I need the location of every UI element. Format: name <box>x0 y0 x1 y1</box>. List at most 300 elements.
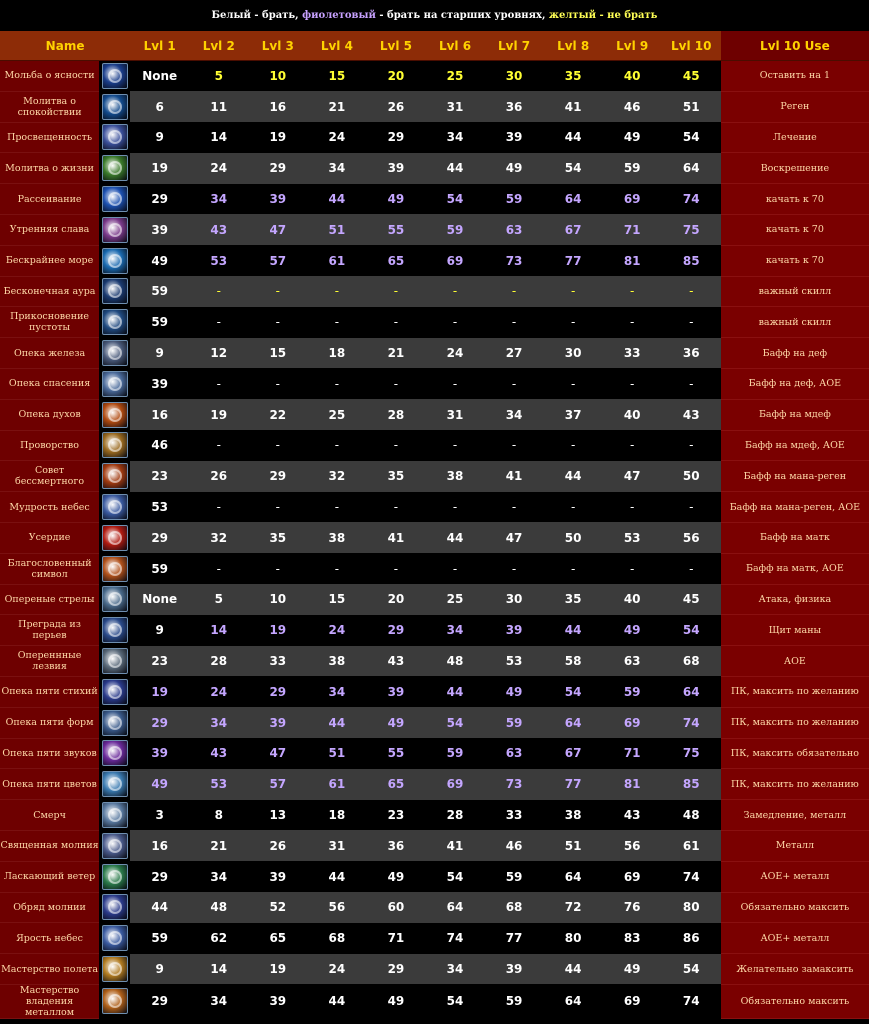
level-1-value: 23 <box>130 461 189 492</box>
level-5-value: 29 <box>366 122 425 153</box>
level-4-value: 32 <box>307 461 366 492</box>
yin-yang-icon <box>102 309 128 335</box>
level-2-value: - <box>189 430 248 461</box>
level-6-value: 34 <box>425 615 484 646</box>
level-5-value: 39 <box>366 153 425 184</box>
level-3-value: 47 <box>248 214 307 245</box>
level-9-value: 81 <box>603 769 662 800</box>
level-7-value: 59 <box>485 984 544 1018</box>
level-7-value: 30 <box>485 584 544 615</box>
level-1-value: 49 <box>130 245 189 276</box>
level-5-value: 36 <box>366 830 425 861</box>
feather-arrow-icon <box>102 586 128 612</box>
level-7-value: - <box>485 430 544 461</box>
iron-shield-icon <box>102 340 128 366</box>
skill-name: Опека спасения <box>0 368 99 399</box>
level-7-value: - <box>485 307 544 338</box>
level-8-value: 77 <box>544 245 603 276</box>
level-9-value: 81 <box>603 245 662 276</box>
level-1-value: 29 <box>130 184 189 215</box>
level-8-value: 30 <box>544 338 603 369</box>
level-6-value: 74 <box>425 923 484 954</box>
level-1-value: 39 <box>130 214 189 245</box>
level-7-value: 49 <box>485 153 544 184</box>
level-7-value: 68 <box>485 892 544 923</box>
level-1-value: 19 <box>130 676 189 707</box>
level-4-value: 24 <box>307 122 366 153</box>
level-5-value: 65 <box>366 769 425 800</box>
skill-icon-cell <box>99 954 130 985</box>
level-2-value: 34 <box>189 984 248 1018</box>
skill-icon-cell <box>99 830 130 861</box>
level-10-use: АОЕ <box>721 646 869 677</box>
skill-icon-cell <box>99 800 130 831</box>
skill-icon-cell <box>99 984 130 1018</box>
level-3-value: 39 <box>248 184 307 215</box>
level-10-use: Бафф на мдеф, АОЕ <box>721 430 869 461</box>
level-10-use: АОЕ+ металл <box>721 861 869 892</box>
level-9-value: 49 <box>603 954 662 985</box>
color-burst-icon <box>102 771 128 797</box>
level-8-value: 64 <box>544 861 603 892</box>
level-1-value: 9 <box>130 338 189 369</box>
level-8-value: 67 <box>544 738 603 769</box>
level-10-value: 45 <box>662 61 721 92</box>
skill-row <box>0 307 869 338</box>
level-1-value: 9 <box>130 615 189 646</box>
level-3-value: 16 <box>248 91 307 122</box>
level-4-value: - <box>307 276 366 307</box>
skill-name: Преграда из перьев <box>0 615 99 646</box>
level-6-value: 31 <box>425 91 484 122</box>
level-5-value: 35 <box>366 461 425 492</box>
level-3-value: 19 <box>248 122 307 153</box>
level-9-value: 56 <box>603 830 662 861</box>
level-7-value: 39 <box>485 954 544 985</box>
skill-icon-cell <box>99 492 130 523</box>
level-10-use: Оставить на 1 <box>721 61 869 92</box>
skill-icon-cell <box>99 307 130 338</box>
level-8-value: - <box>544 492 603 523</box>
skill-icon-cell <box>99 707 130 738</box>
level-9-value: 33 <box>603 338 662 369</box>
level-2-value: 21 <box>189 830 248 861</box>
level-10-value: 51 <box>662 91 721 122</box>
level-1-value: 29 <box>130 861 189 892</box>
skill-icon-cell <box>99 276 130 307</box>
level-4-value: 44 <box>307 184 366 215</box>
level-10-use: Замедление, металл <box>721 800 869 831</box>
skill-row <box>0 153 869 184</box>
level-5-value: 28 <box>366 399 425 430</box>
level-9-value: - <box>603 276 662 307</box>
level-5-value: 49 <box>366 861 425 892</box>
level-10-value: 85 <box>662 245 721 276</box>
level-1-value: 6 <box>130 91 189 122</box>
level-9-value: 69 <box>603 984 662 1018</box>
level-2-value: - <box>189 368 248 399</box>
level-3-value: - <box>248 276 307 307</box>
level-5-value: 41 <box>366 522 425 553</box>
skill-icon-cell <box>99 214 130 245</box>
level-6-value: 69 <box>425 769 484 800</box>
level-5-value: - <box>366 307 425 338</box>
pink-swirl-icon <box>102 217 128 243</box>
level-6-value: - <box>425 430 484 461</box>
skill-icon-cell <box>99 676 130 707</box>
level-5-value: - <box>366 553 425 584</box>
level-4-value: 44 <box>307 861 366 892</box>
feather-blade-icon <box>102 648 128 674</box>
level-9-value: 49 <box>603 615 662 646</box>
level-3-value: 47 <box>248 738 307 769</box>
skill-row <box>0 522 869 553</box>
level-1-value: 29 <box>130 984 189 1018</box>
level-8-value: 44 <box>544 122 603 153</box>
level-10-value: 48 <box>662 800 721 831</box>
level-3-value: 39 <box>248 707 307 738</box>
skill-row <box>0 707 869 738</box>
level-10-use: Обязательно максить <box>721 892 869 923</box>
level-9-value: 40 <box>603 61 662 92</box>
header-row <box>0 31 869 61</box>
skill-icon-cell <box>99 368 130 399</box>
level-3-value: - <box>248 553 307 584</box>
level-2-value: 14 <box>189 954 248 985</box>
level-3-value: 29 <box>248 461 307 492</box>
level-7-value: 30 <box>485 61 544 92</box>
level-7-value: 46 <box>485 830 544 861</box>
level-1-value: 16 <box>130 830 189 861</box>
five-forms-icon <box>102 710 128 736</box>
level-1-value: 46 <box>130 430 189 461</box>
level-3-value: 33 <box>248 646 307 677</box>
level-10-value: 54 <box>662 615 721 646</box>
skill-icon-cell <box>99 122 130 153</box>
level-9-value: 69 <box>603 707 662 738</box>
level-9-value: 63 <box>603 646 662 677</box>
level-10-value: - <box>662 430 721 461</box>
skill-icon-cell <box>99 153 130 184</box>
skill-name: Мастерство владения металлом <box>0 984 99 1018</box>
level-10-value: 74 <box>662 184 721 215</box>
level-4-value: - <box>307 553 366 584</box>
level-4-value: 24 <box>307 954 366 985</box>
skill-row <box>0 214 869 245</box>
skill-row <box>0 276 869 307</box>
level-9-value: 59 <box>603 676 662 707</box>
level-9-value: - <box>603 553 662 584</box>
skill-name: Ласкающий ветер <box>0 861 99 892</box>
level-3-value: 57 <box>248 245 307 276</box>
level-10-use: Бафф на деф <box>721 338 869 369</box>
level-8-value: 44 <box>544 954 603 985</box>
level-8-value: - <box>544 430 603 461</box>
level-10-use: ПК, максить по желанию <box>721 707 869 738</box>
skill-name: Бескрайнее море <box>0 245 99 276</box>
level-4-value: 18 <box>307 800 366 831</box>
level-10-value: 50 <box>662 461 721 492</box>
level-10-value: - <box>662 276 721 307</box>
level-10-use: Бафф на матк <box>721 522 869 553</box>
level-8-value: 64 <box>544 707 603 738</box>
header-use: Lvl 10 Use <box>721 31 869 61</box>
level-4-value: 61 <box>307 769 366 800</box>
level-9-value: - <box>603 307 662 338</box>
level-5-value: 49 <box>366 707 425 738</box>
level-9-value: 46 <box>603 91 662 122</box>
skill-name: Опека пяти звуков <box>0 738 99 769</box>
level-6-value: 48 <box>425 646 484 677</box>
skill-name: Опереные стрелы <box>0 584 99 615</box>
header-lvl-5: Lvl 5 <box>366 31 425 61</box>
skill-icon-cell <box>99 861 130 892</box>
level-10-use: ПК, максить по желанию <box>721 769 869 800</box>
level-6-value: 64 <box>425 892 484 923</box>
level-8-value: 72 <box>544 892 603 923</box>
rescue-figure-icon <box>102 371 128 397</box>
blue-hand-icon <box>102 494 128 520</box>
skill-name: Просвещенность <box>0 122 99 153</box>
skill-name: Опека пяти цветов <box>0 769 99 800</box>
skill-row <box>0 461 869 492</box>
level-10-use: Атака, физика <box>721 584 869 615</box>
level-2-value: 34 <box>189 184 248 215</box>
pentagram-icon <box>102 679 128 705</box>
level-1-value: 29 <box>130 707 189 738</box>
level-4-value: - <box>307 492 366 523</box>
level-2-value: 53 <box>189 769 248 800</box>
level-4-value: - <box>307 430 366 461</box>
level-6-value: 44 <box>425 676 484 707</box>
level-2-value: 24 <box>189 153 248 184</box>
lightning-hand-icon <box>102 124 128 150</box>
skill-name: Молитва о спокойствии <box>0 91 99 122</box>
skill-name: Благословенный символ <box>0 553 99 584</box>
level-4-value: 25 <box>307 399 366 430</box>
level-10-use: важный скилл <box>721 276 869 307</box>
level-7-value: 63 <box>485 214 544 245</box>
level-10-use: Бафф на деф, АОЕ <box>721 368 869 399</box>
level-7-value: 59 <box>485 861 544 892</box>
level-1-value: 59 <box>130 276 189 307</box>
level-6-value: 69 <box>425 245 484 276</box>
level-4-value: 38 <box>307 522 366 553</box>
level-6-value: 54 <box>425 984 484 1018</box>
level-3-value: 39 <box>248 861 307 892</box>
level-2-value: 62 <box>189 923 248 954</box>
skill-icon-cell <box>99 184 130 215</box>
level-8-value: 35 <box>544 584 603 615</box>
level-7-value: - <box>485 553 544 584</box>
level-2-value: - <box>189 553 248 584</box>
level-8-value: - <box>544 553 603 584</box>
skill-row <box>0 769 869 800</box>
level-6-value: 24 <box>425 338 484 369</box>
level-10-value: 43 <box>662 399 721 430</box>
skill-name: Усердие <box>0 522 99 553</box>
level-3-value: 65 <box>248 923 307 954</box>
level-10-value: - <box>662 553 721 584</box>
level-5-value: 65 <box>366 245 425 276</box>
level-6-value: 59 <box>425 738 484 769</box>
level-5-value: - <box>366 368 425 399</box>
skill-name: Мольба о ясности <box>0 61 99 92</box>
level-2-value: 14 <box>189 122 248 153</box>
level-3-value: - <box>248 307 307 338</box>
tornado-icon <box>102 802 128 828</box>
level-8-value: 77 <box>544 769 603 800</box>
level-7-value: 73 <box>485 245 544 276</box>
level-10-value: 54 <box>662 122 721 153</box>
skill-name: Бесконечная аура <box>0 276 99 307</box>
level-3-value: 29 <box>248 153 307 184</box>
level-1-value: 29 <box>130 522 189 553</box>
level-9-value: 53 <box>603 522 662 553</box>
level-10-use: Обязательно максить <box>721 984 869 1018</box>
level-2-value: 48 <box>189 892 248 923</box>
level-6-value: - <box>425 553 484 584</box>
level-9-value: - <box>603 430 662 461</box>
level-5-value: 55 <box>366 738 425 769</box>
skill-row <box>0 399 869 430</box>
level-10-use: ПК, максить обязательно <box>721 738 869 769</box>
level-6-value: 41 <box>425 830 484 861</box>
color-legend <box>0 0 869 31</box>
skill-row <box>0 984 869 1018</box>
level-4-value: 51 <box>307 214 366 245</box>
level-3-value: 29 <box>248 676 307 707</box>
level-3-value: - <box>248 430 307 461</box>
level-7-value: 34 <box>485 399 544 430</box>
skill-icon-cell <box>99 461 130 492</box>
level-7-value: 63 <box>485 738 544 769</box>
water-spiral-icon <box>102 248 128 274</box>
skill-row <box>0 615 869 646</box>
skill-name: Опека духов <box>0 399 99 430</box>
skill-icon-cell <box>99 892 130 923</box>
skill-icon-cell <box>99 399 130 430</box>
level-4-value: - <box>307 307 366 338</box>
level-10-value: 68 <box>662 646 721 677</box>
skill-name: Проворство <box>0 430 99 461</box>
level-4-value: 34 <box>307 153 366 184</box>
level-3-value: 22 <box>248 399 307 430</box>
level-9-value: - <box>603 368 662 399</box>
level-10-value: - <box>662 307 721 338</box>
skill-row <box>0 91 869 122</box>
level-3-value: 19 <box>248 954 307 985</box>
level-7-value: - <box>485 368 544 399</box>
level-10-use: Реген <box>721 91 869 122</box>
fire-orb-icon <box>102 402 128 428</box>
level-5-value: 49 <box>366 184 425 215</box>
level-4-value: 34 <box>307 676 366 707</box>
level-2-value: 14 <box>189 615 248 646</box>
level-7-value: 36 <box>485 91 544 122</box>
level-8-value: 37 <box>544 399 603 430</box>
level-2-value: 34 <box>189 861 248 892</box>
level-6-value: - <box>425 368 484 399</box>
level-1-value: 3 <box>130 800 189 831</box>
level-6-value: - <box>425 276 484 307</box>
level-4-value: 61 <box>307 245 366 276</box>
level-8-value: 54 <box>544 676 603 707</box>
level-10-value: 75 <box>662 214 721 245</box>
header-lvl-3: Lvl 3 <box>248 31 307 61</box>
level-6-value: - <box>425 492 484 523</box>
level-5-value: 21 <box>366 338 425 369</box>
level-9-value: 71 <box>603 738 662 769</box>
level-9-value: 49 <box>603 122 662 153</box>
level-4-value: 68 <box>307 923 366 954</box>
level-7-value: - <box>485 492 544 523</box>
level-3-value: 57 <box>248 769 307 800</box>
level-10-use: Бафф на мдеф <box>721 399 869 430</box>
level-1-value: 53 <box>130 492 189 523</box>
level-10-use: качать к 70 <box>721 245 869 276</box>
golden-figure-icon <box>102 432 128 458</box>
level-7-value: 27 <box>485 338 544 369</box>
skill-row <box>0 584 869 615</box>
skill-row <box>0 184 869 215</box>
level-5-value: 23 <box>366 800 425 831</box>
level-3-value: - <box>248 368 307 399</box>
level-10-value: 56 <box>662 522 721 553</box>
skill-icon-cell <box>99 553 130 584</box>
level-2-value: - <box>189 276 248 307</box>
level-6-value: 34 <box>425 122 484 153</box>
header-lvl-1: Lvl 1 <box>130 31 189 61</box>
skill-name: Мастерство полета <box>0 954 99 985</box>
level-1-value: 9 <box>130 122 189 153</box>
skill-icon-cell <box>99 923 130 954</box>
header-lvl-10: Lvl 10 <box>662 31 721 61</box>
header-lvl-4: Lvl 4 <box>307 31 366 61</box>
legend-white: Белый - брать, <box>211 10 299 21</box>
metal-blades-icon <box>102 988 128 1014</box>
purple-vortex-icon <box>102 740 128 766</box>
level-9-value: 69 <box>603 861 662 892</box>
level-10-value: 80 <box>662 892 721 923</box>
skill-name: Ярость небес <box>0 923 99 954</box>
skill-table <box>0 31 869 1019</box>
level-6-value: 54 <box>425 184 484 215</box>
level-4-value: 15 <box>307 584 366 615</box>
level-6-value: 34 <box>425 954 484 985</box>
level-10-use: Бафф на мана-реген, АОЕ <box>721 492 869 523</box>
level-10-use: Бафф на матк, АОЕ <box>721 553 869 584</box>
level-7-value: 53 <box>485 646 544 677</box>
level-8-value: 64 <box>544 984 603 1018</box>
level-10-value: 74 <box>662 861 721 892</box>
golden-eye-icon <box>102 463 128 489</box>
level-3-value: 52 <box>248 892 307 923</box>
legend-purple: фиолетовый <box>302 10 376 21</box>
level-10-use: важный скилл <box>721 307 869 338</box>
level-8-value: 38 <box>544 800 603 831</box>
level-7-value: 39 <box>485 122 544 153</box>
level-3-value: 26 <box>248 830 307 861</box>
level-9-value: 59 <box>603 153 662 184</box>
level-9-value: 76 <box>603 892 662 923</box>
level-5-value: 71 <box>366 923 425 954</box>
level-10-use: Желательно замаксить <box>721 954 869 985</box>
skill-row <box>0 892 869 923</box>
level-8-value: - <box>544 307 603 338</box>
blue-star-icon <box>102 186 128 212</box>
level-10-use: Металл <box>721 830 869 861</box>
